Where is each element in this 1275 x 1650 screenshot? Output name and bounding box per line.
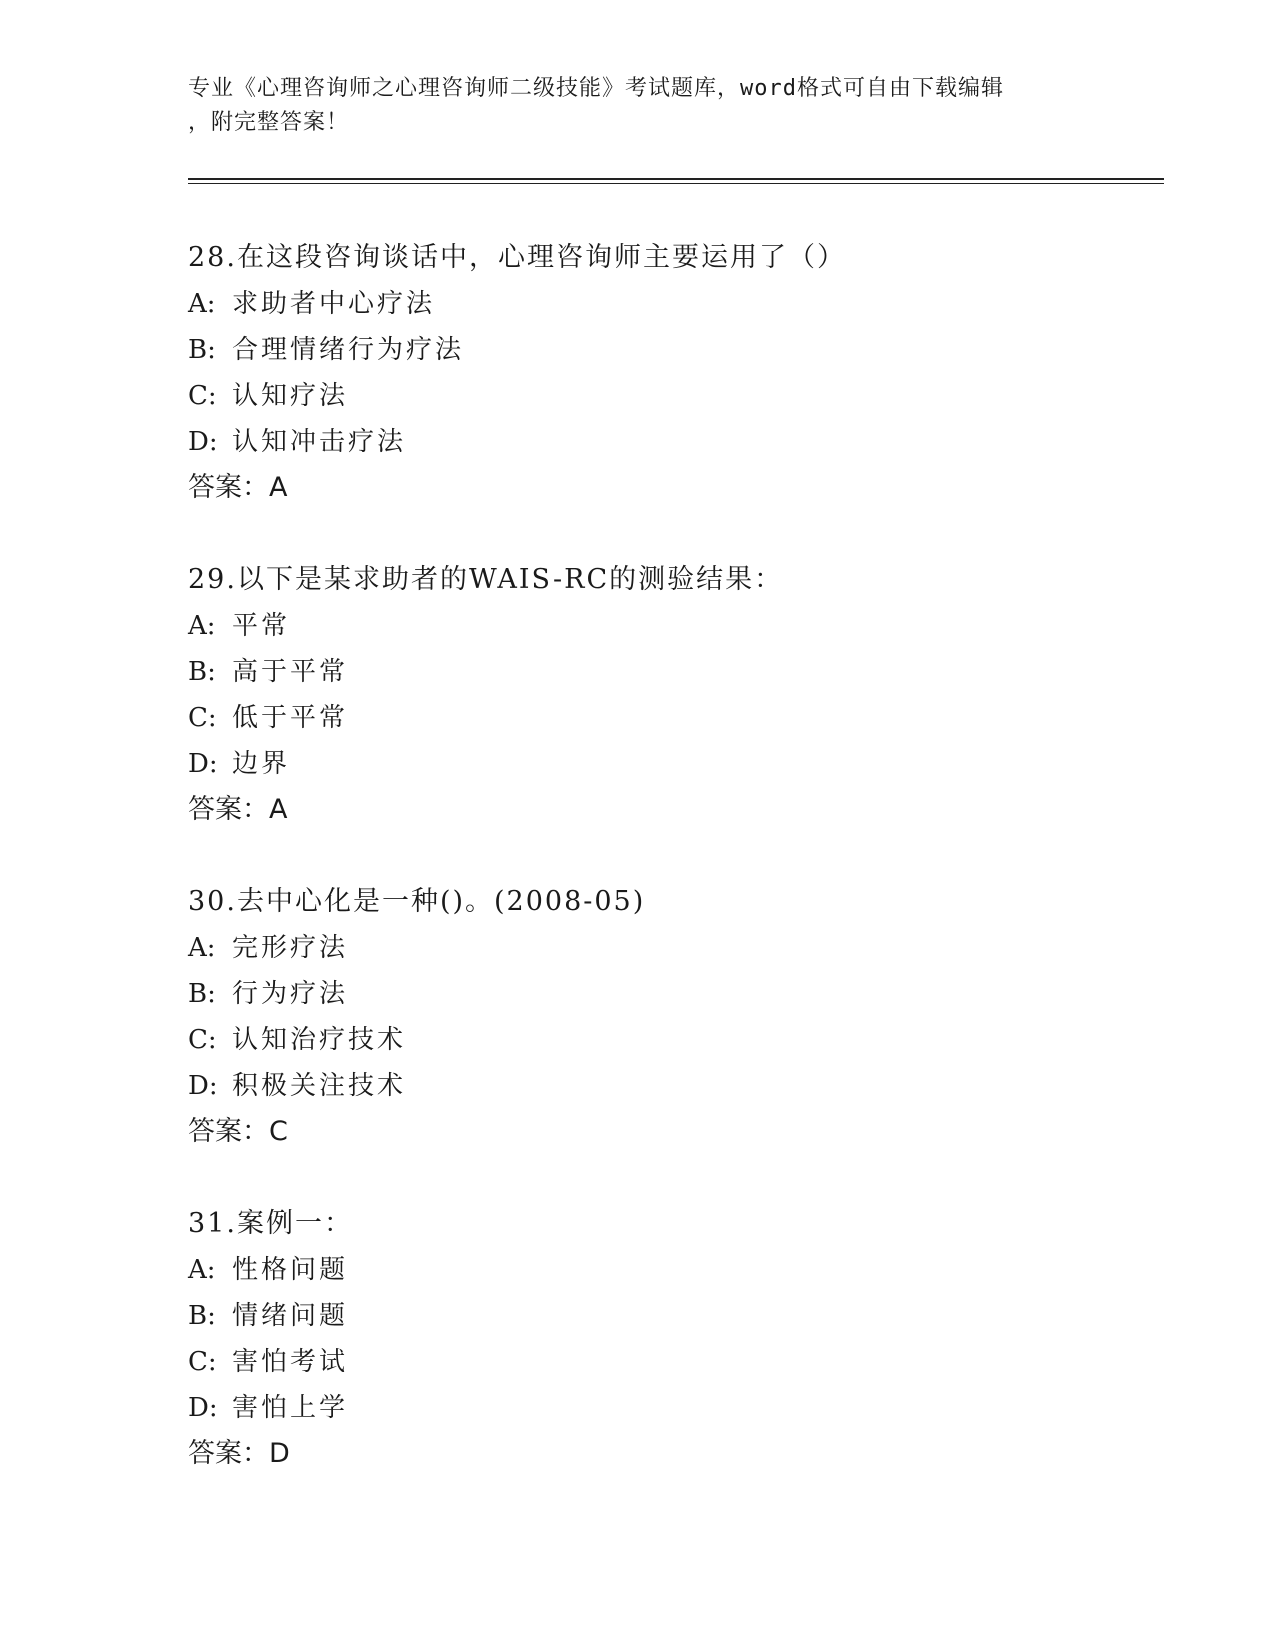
option-text: 高于平常 bbox=[232, 657, 349, 687]
option-text: 害怕上学 bbox=[232, 1393, 349, 1423]
option-text: 完形疗法 bbox=[232, 933, 349, 963]
option-label: A: bbox=[188, 289, 216, 319]
question-stem: 29.以下是某求助者的WAIS-RC的测验结果： bbox=[188, 564, 784, 595]
option-label: A: bbox=[188, 1255, 216, 1285]
option-a bbox=[188, 925, 1168, 971]
question-stem: 31.案例一： bbox=[188, 1208, 353, 1239]
option-c bbox=[188, 1339, 1168, 1385]
option-text: 情绪问题 bbox=[232, 1301, 349, 1331]
option-text: 积极关注技术 bbox=[232, 1071, 407, 1101]
option-d bbox=[188, 1385, 1168, 1431]
header-title-line-2: ，附完整答案！ bbox=[188, 110, 350, 135]
option-label: D: bbox=[188, 749, 218, 779]
question-30 bbox=[188, 879, 1168, 1155]
option-d bbox=[188, 741, 1168, 787]
option-b bbox=[188, 327, 1168, 373]
option-d bbox=[188, 419, 1168, 465]
answer-line: 答案：A bbox=[188, 794, 288, 825]
option-label: C: bbox=[188, 1347, 217, 1377]
option-b bbox=[188, 649, 1168, 695]
answer-line: 答案：A bbox=[188, 472, 288, 503]
header-title-line-1: 专业《心理咨询师之心理咨询师二级技能》考试题库，word格式可自由下载编辑 bbox=[188, 76, 1004, 101]
option-b bbox=[188, 971, 1168, 1017]
question-stem: 30.去中心化是一种()。(2008-05) bbox=[188, 886, 646, 917]
option-text: 行为疗法 bbox=[232, 979, 349, 1009]
option-text: 性格问题 bbox=[232, 1255, 349, 1285]
option-text: 边界 bbox=[232, 749, 291, 779]
question-28 bbox=[188, 235, 1168, 511]
option-c bbox=[188, 373, 1168, 419]
question-stem: 28.在这段咨询谈话中，心理咨询师主要运用了（） bbox=[188, 242, 846, 273]
header-divider-bottom bbox=[188, 183, 1164, 184]
option-a bbox=[188, 281, 1168, 327]
option-text: 认知治疗技术 bbox=[232, 1025, 407, 1055]
option-text: 认知冲击疗法 bbox=[232, 427, 407, 457]
answer-line: 答案：C bbox=[188, 1116, 288, 1147]
option-text: 认知疗法 bbox=[232, 381, 349, 411]
header-divider-top bbox=[188, 178, 1164, 180]
option-label: D: bbox=[188, 1393, 218, 1423]
document-header bbox=[188, 72, 1088, 140]
option-a bbox=[188, 603, 1168, 649]
option-label: C: bbox=[188, 381, 217, 411]
option-text: 害怕考试 bbox=[232, 1347, 349, 1377]
option-label: D: bbox=[188, 1071, 218, 1101]
option-label: D: bbox=[188, 427, 218, 457]
option-text: 低于平常 bbox=[232, 703, 349, 733]
option-c bbox=[188, 695, 1168, 741]
option-text: 合理情绪行为疗法 bbox=[232, 335, 465, 365]
option-text: 求助者中心疗法 bbox=[232, 289, 436, 319]
option-label: B: bbox=[188, 335, 216, 365]
option-d bbox=[188, 1063, 1168, 1109]
option-a bbox=[188, 1247, 1168, 1293]
option-label: B: bbox=[188, 657, 216, 687]
question-31 bbox=[188, 1201, 1168, 1477]
option-b bbox=[188, 1293, 1168, 1339]
option-text: 平常 bbox=[232, 611, 291, 641]
option-label: B: bbox=[188, 979, 216, 1009]
question-29 bbox=[188, 557, 1168, 833]
answer-line: 答案：D bbox=[188, 1438, 290, 1469]
option-label: A: bbox=[188, 933, 216, 963]
option-label: A: bbox=[188, 611, 216, 641]
option-label: C: bbox=[188, 1025, 217, 1055]
option-label: C: bbox=[188, 703, 217, 733]
option-c bbox=[188, 1017, 1168, 1063]
option-label: B: bbox=[188, 1301, 216, 1331]
question-list bbox=[188, 235, 1168, 1523]
